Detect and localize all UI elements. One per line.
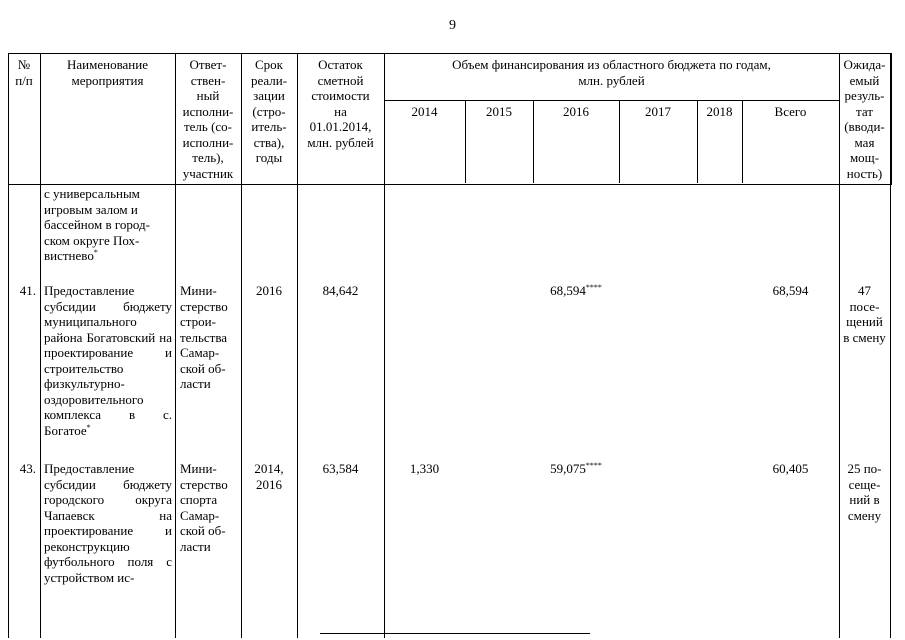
header-num: № п/п [15,57,33,88]
row-value-2014: 1,330 [409,461,440,476]
page-number: 9 [449,18,456,33]
row-result: 47 посе- щений в смену [843,283,886,345]
row-name: Предоставление субсидии бюджету городского округа Чапаевск на проектирование и реконструкцию футбольного поля с устройством ис- [44,461,172,585]
col-divider [40,53,41,638]
row-name: Предоставление субсидии бюджету муниципального района Богатовский на проектирование и строительство физкультурно-оздоровительного комплекса в с. Богатое* [44,283,172,438]
continuation-name: с универсальным игровым залом и бассейном в город- ском округе Пох- вистнево* [44,186,150,263]
header-name: Наименование мероприятия [67,57,148,88]
row-value-2016: 68,594**** [550,283,602,298]
header-result: Ожида- емый резуль- тат (вводи- мая мощ- ность) [843,57,886,181]
header-executor: Ответ- ствен- ный исполни- тель (со- исполни- тель), участник [182,57,234,181]
header-remainder: Остаток сметной стоимости на 01.01.2014, млн. рублей [307,57,374,150]
row-value-2016: 59,075**** [550,461,602,476]
col-divider [384,53,385,638]
header-year-2017: 2017 [645,104,671,119]
row-term: 2014, 2016 [254,461,284,492]
row-result: 25 по- сеще- ний в смену [847,461,882,523]
header-year-2018: 2018 [706,104,733,119]
row-total: 60,405 [772,461,809,476]
header-term: Срок реали- зации (стро- итель- ства), годы [250,57,288,165]
funding-subheader-line [384,100,839,101]
row-remainder: 84,642 [322,283,359,298]
table-border-right [890,53,891,638]
row-executor: Мини- стерство строи- тельства Самар- ской об- ласти [180,283,228,391]
footer-separator [320,633,590,634]
header-year-2014: 2014 [411,104,438,119]
table-border-left [8,53,9,638]
table-row-num: 41. [19,283,36,298]
header-funding: Объем финансирования из областного бюджета по годам, млн. рублей [452,57,771,88]
table-row-num: 43. [19,461,36,476]
header-year-2016: 2016 [563,104,589,119]
row-remainder: 63,584 [322,461,359,476]
row-term: 2016 [256,283,282,298]
header-year-2015: 2015 [486,104,512,119]
row-executor: Мини- стерство спорта Самар- ской об- ласти [180,461,228,554]
header-total: Всего [774,104,807,119]
row-total: 68,594 [772,283,809,298]
